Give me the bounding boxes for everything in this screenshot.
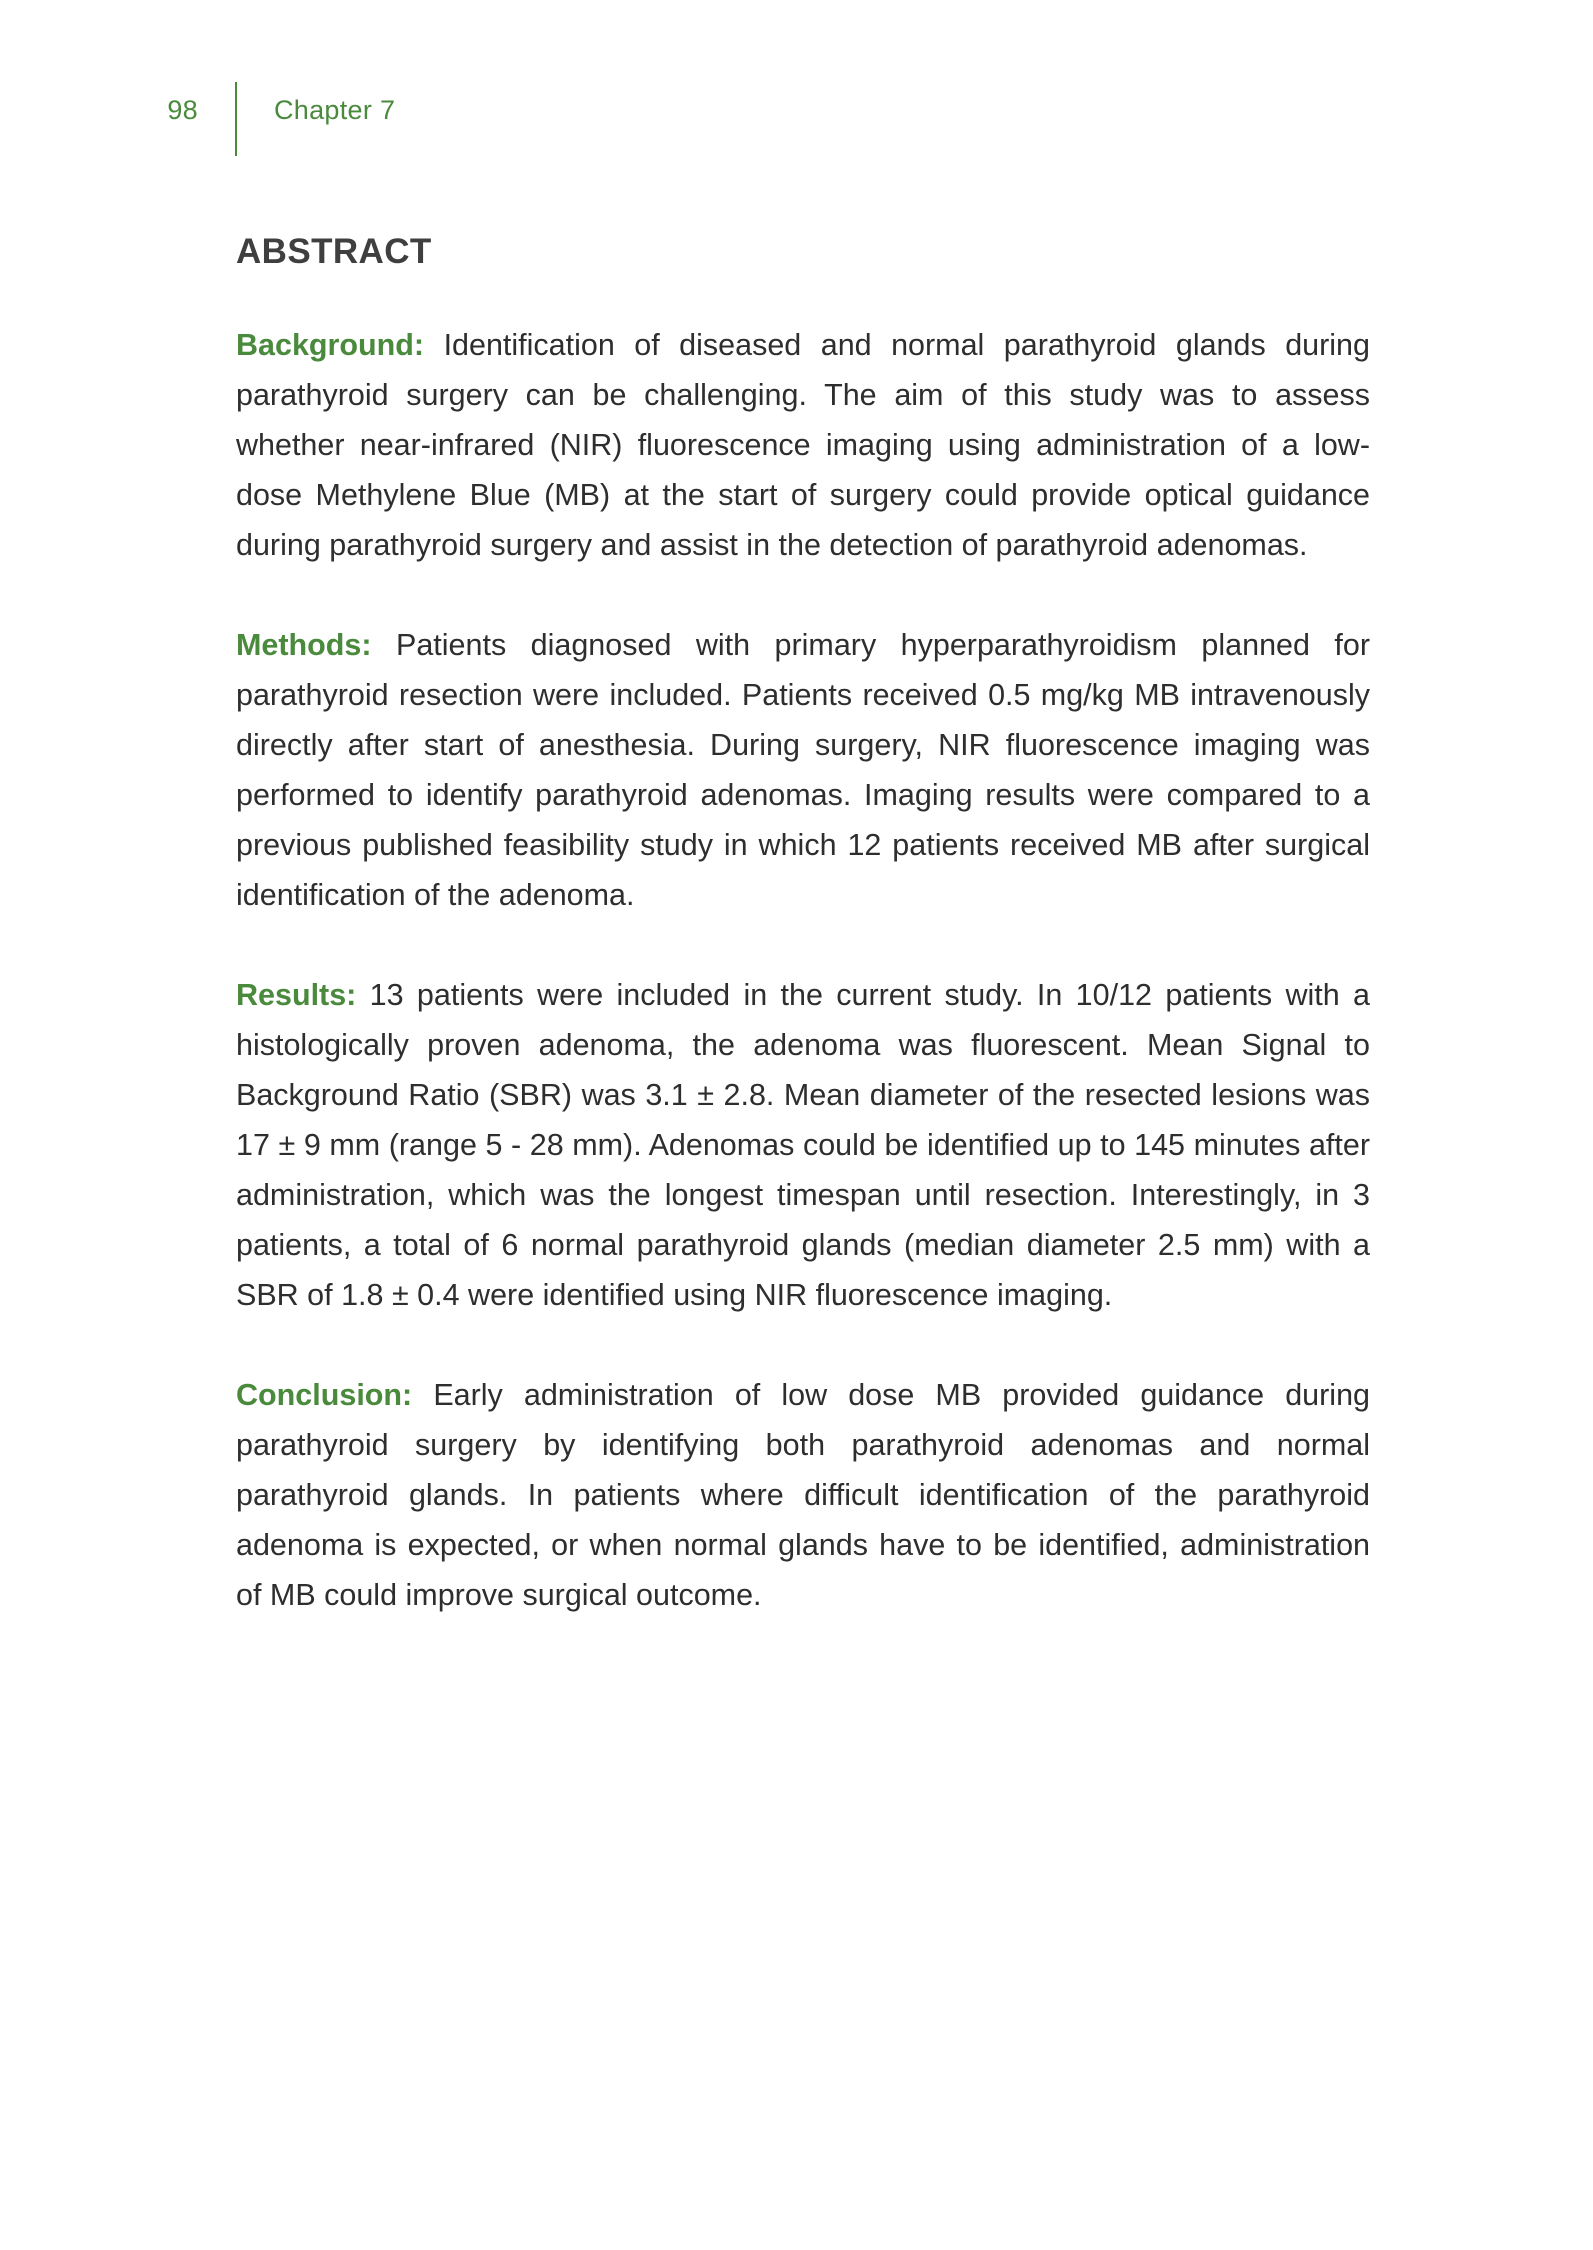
chapter-label: Chapter 7 bbox=[274, 95, 396, 125]
conclusion-text: Early administration of low dose MB provided guidance during parathyroid surgery by identifying both parathyroid adenomas and normal parathyroid glands. In patients where difficult identification of the parathyroid adenoma is expected, or when normal glands have to be identified, administration of MB could improve surgical outcome. bbox=[236, 1378, 1370, 1612]
conclusion-label: Conclusion: bbox=[236, 1378, 413, 1412]
conclusion-section bbox=[236, 1370, 1370, 1620]
results-label: Results: bbox=[236, 978, 357, 1012]
background-section bbox=[236, 320, 1370, 570]
methods-section bbox=[236, 620, 1370, 920]
abstract-body bbox=[236, 232, 1370, 1670]
header-divider bbox=[235, 82, 237, 156]
results-section bbox=[236, 970, 1370, 1320]
page-number: 98 bbox=[167, 95, 198, 125]
background-text: Identification of diseased and normal parathyroid glands during parathyroid surgery can be challenging. The aim of this study was to assess whether near-infrared (NIR) fluorescence imaging using administration of a low-dose Methylene Blue (MB) at the start of surgery could provide optical guidance during parathyroid surgery and assist in the detection of parathyroid adenomas. bbox=[236, 328, 1370, 562]
background-label: Background: bbox=[236, 328, 425, 362]
abstract-heading: ABSTRACT bbox=[236, 232, 432, 271]
methods-text: Patients diagnosed with primary hyperparathyroidism planned for parathyroid resection were included. Patients received 0.5 mg/kg MB intravenously directly after start of anesthesia. During surgery, NIR fluorescence imaging was performed to identify parathyroid adenomas. Imaging results were compared to a previous published feasibility study in which 12 patients received MB after surgical identification of the adenoma. bbox=[236, 628, 1370, 912]
methods-label: Methods: bbox=[236, 628, 372, 662]
running-header bbox=[0, 0, 1593, 160]
results-text: 13 patients were included in the current study. In 10/12 patients with a histologically proven adenoma, the adenoma was fluorescent. Mean Signal to Background Ratio (SBR) was 3.1 ± 2.8. Mean diameter of the resected lesions was 17 ± 9 mm (range 5 - 28 mm). Adenomas could be identified up to 145 minutes after administration, which was the longest timespan until resection. Interestingly, in 3 patients, a total of 6 normal parathyroid glands (median diameter 2.5 mm) with a SBR of 1.8 ± 0.4 were identified using NIR fluorescence imaging. bbox=[236, 978, 1370, 1312]
